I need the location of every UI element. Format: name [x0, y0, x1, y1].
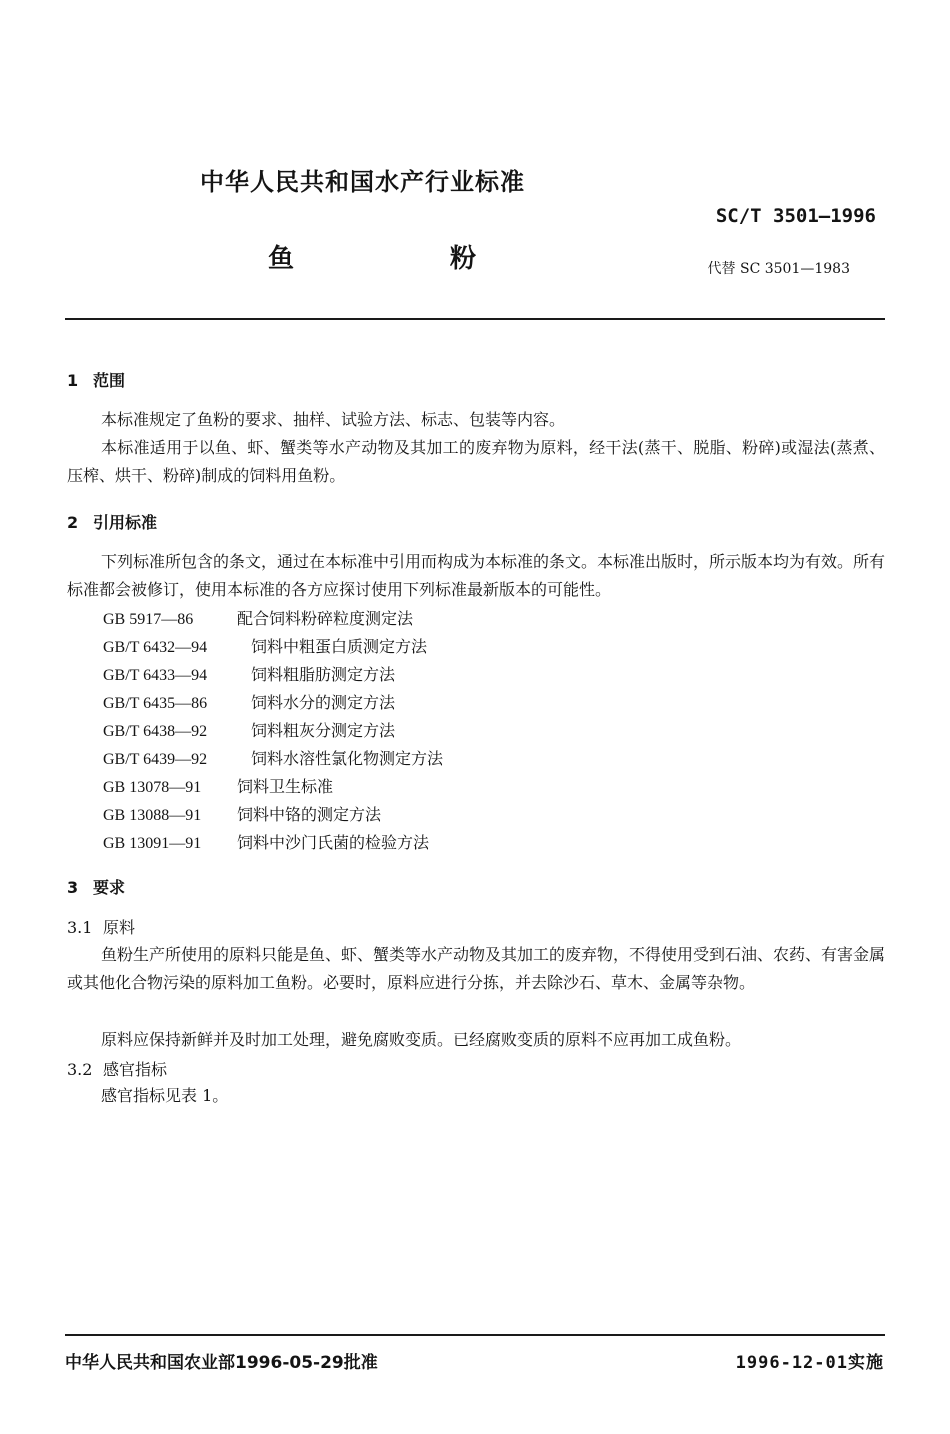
section-number: 1 [67, 371, 79, 390]
section-title: 引用标准 [93, 513, 158, 532]
standard-category: 中华人民共和国水产行业标准 [200, 168, 525, 196]
reference-title: 配合饲料粉碎粒度测定法 [237, 609, 414, 628]
replaces-standard: 代替 SC 3501—1983 [707, 261, 850, 277]
reference-title: 饲料中粗蛋白质测定方法 [251, 637, 428, 656]
reference-item [103, 634, 427, 657]
reference-code: GB/T 6438—92 [103, 723, 208, 740]
section-2-heading [67, 510, 157, 533]
subsection-number: 3.1 [67, 918, 93, 937]
subsection-3-1-heading [67, 915, 135, 938]
reference-item [103, 830, 429, 853]
subsection-3-2-heading [67, 1057, 167, 1080]
reference-item [103, 690, 395, 713]
references-intro: 下列标准所包含的条文，通过在本标准中引用而构成为本标准的条文。本标准出版时，所示版本均为有效。所有标准都会被修订，使用本标准的各方应探讨使用下列标准最新版本的可能性。 [67, 552, 886, 599]
reference-title: 饲料水分的测定方法 [251, 693, 396, 712]
scope-paragraph-1: 本标准规定了鱼粉的要求、抽样、试验方法、标志、包装等内容。 [101, 410, 566, 429]
reference-item [103, 746, 443, 769]
reference-code: GB 13088—91 [103, 807, 202, 824]
reference-item [103, 606, 413, 629]
sensory-paragraph: 感官指标见表 1。 [101, 1086, 229, 1105]
subsection-number: 3.2 [67, 1060, 93, 1079]
reference-code: GB 13091—91 [103, 835, 202, 852]
reference-code: GB/T 6433—94 [103, 667, 208, 684]
subsection-title: 原料 [103, 918, 136, 937]
section-title: 范围 [93, 371, 126, 390]
reference-title: 饲料中沙门氏菌的检验方法 [237, 833, 430, 852]
scope-paragraph-2: 本标准适用于以鱼、虾、蟹类等水产动物及其加工的废弃物为原料，经干法(蒸干、脱脂、粉碎)或湿法(蒸煮、压榨、烘干、粉碎)制成的饲料用鱼粉。 [67, 438, 885, 485]
section-3-heading [67, 875, 125, 898]
raw-material-paragraph-1: 鱼粉生产所使用的原料只能是鱼、虾、蟹类等水产动物及其加工的废弃物，不得使用受到石油、农药、有害金属或其他化合物污染的原料加工鱼粉。必要时，原料应进行分拣，并去除沙石、草木、金属等杂物。 [67, 945, 886, 992]
reference-title: 饲料水溶性氯化物测定方法 [251, 749, 444, 768]
reference-code: GB/T 6435—86 [103, 695, 208, 712]
section-1-heading [67, 368, 125, 391]
document-title-char-2: 粉 [450, 244, 477, 274]
reference-item [103, 718, 395, 741]
reference-title: 饲料粗脂肪测定方法 [251, 665, 396, 684]
footer-divider [65, 1334, 885, 1336]
reference-code: GB 5917—86 [103, 611, 194, 628]
implementation-line: 1996-12-01实施 [735, 1353, 884, 1373]
reference-title: 饲料卫生标准 [237, 777, 334, 796]
approval-line: 中华人民共和国农业部1996-05-29批准 [65, 1353, 378, 1373]
header-divider [65, 318, 885, 320]
section-number: 2 [67, 513, 79, 532]
section-title: 要求 [93, 878, 126, 897]
reference-title: 饲料中铬的测定方法 [237, 805, 382, 824]
section-number: 3 [67, 878, 79, 897]
reference-item [103, 662, 395, 685]
reference-item [103, 802, 381, 825]
document-title-char-1: 鱼 [268, 244, 295, 274]
reference-code: GB 13078—91 [103, 779, 202, 796]
reference-title: 饲料粗灰分测定方法 [251, 721, 396, 740]
reference-item [103, 774, 333, 797]
reference-code: GB/T 6439—92 [103, 751, 208, 768]
reference-code: GB/T 6432—94 [103, 639, 208, 656]
standard-code: SC/T 3501—1996 [715, 205, 876, 227]
raw-material-paragraph-2: 原料应保持新鲜并及时加工处理，避免腐败变质。已经腐败变质的原料不应再加工成鱼粉。 [101, 1030, 742, 1049]
subsection-title: 感官指标 [103, 1060, 168, 1079]
